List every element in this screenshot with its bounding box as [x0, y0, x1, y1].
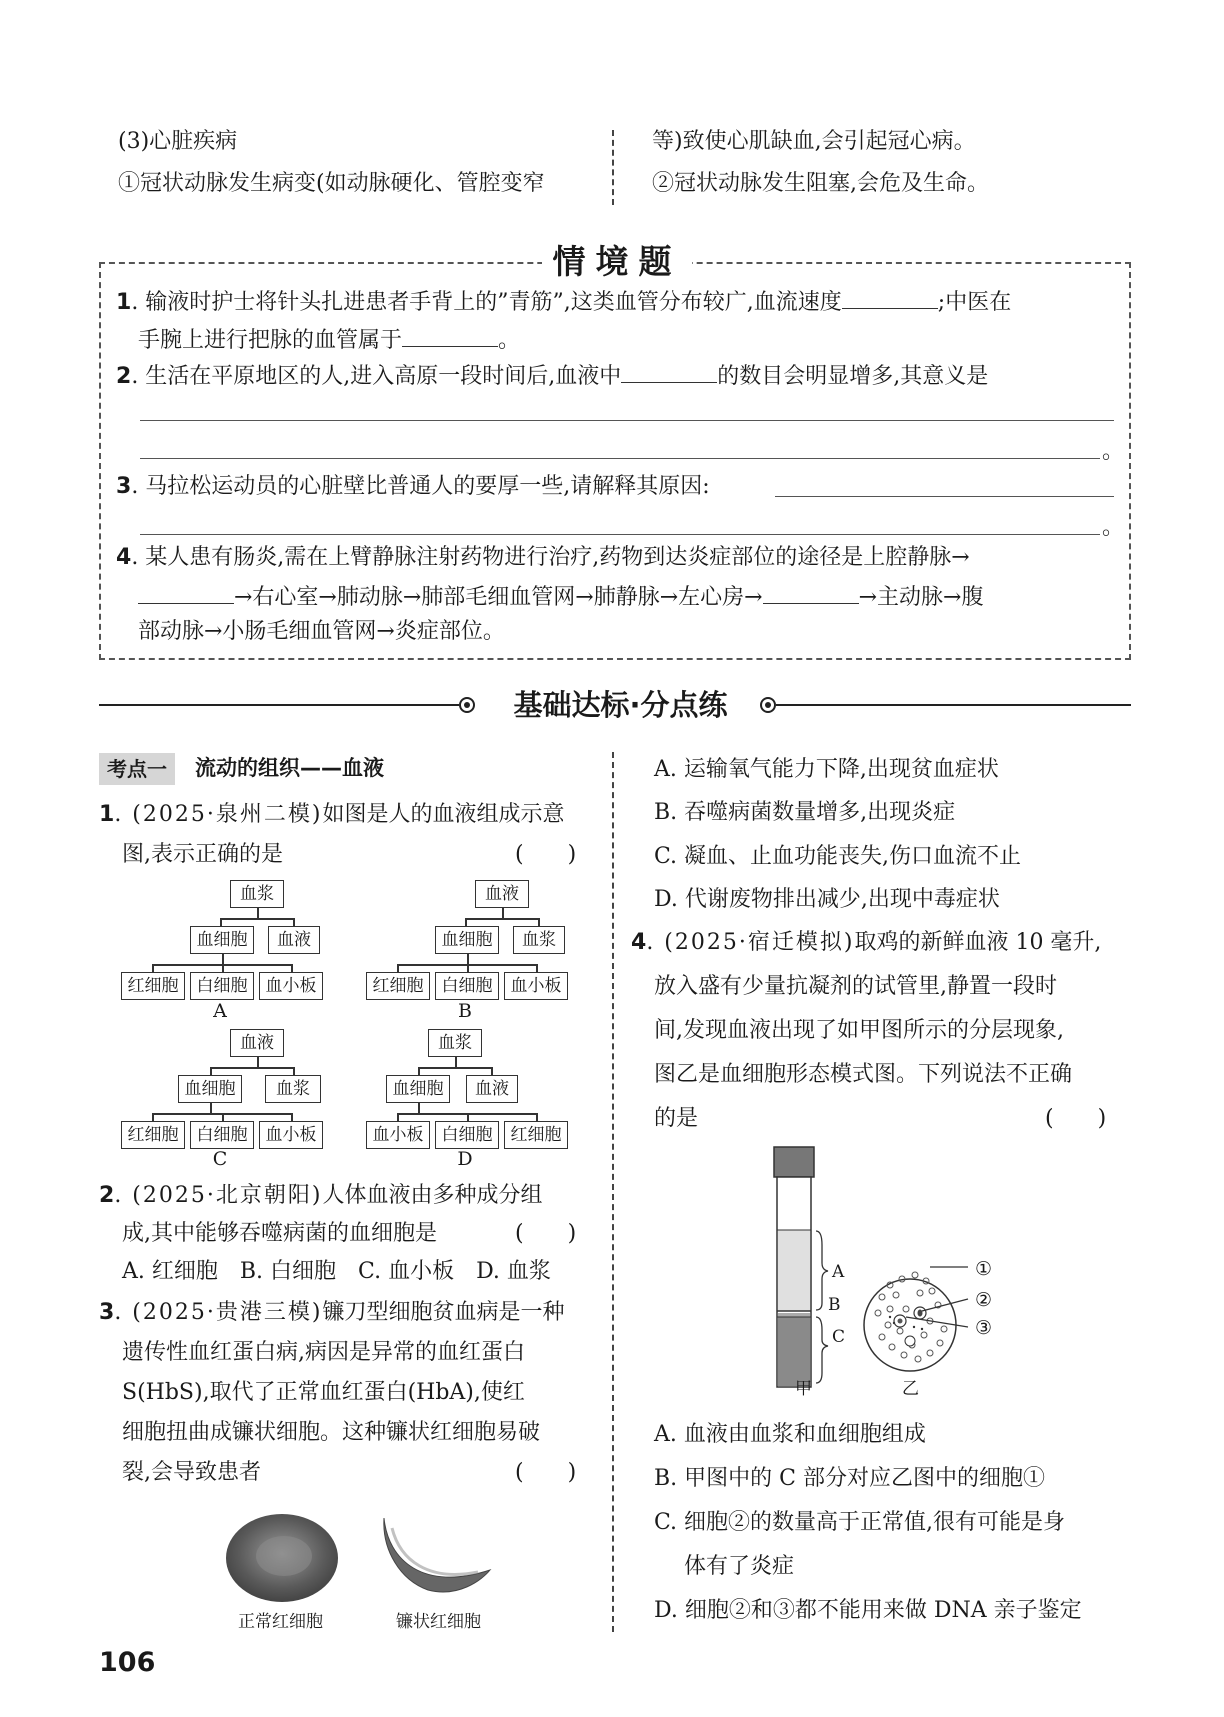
page-number: 106 [99, 1647, 156, 1678]
tree-leaf-node: 红细胞 [121, 1121, 185, 1149]
header-rule-left [99, 704, 459, 706]
option-label: A [213, 1000, 227, 1022]
answer-line[interactable] [140, 420, 1114, 421]
answer-blank[interactable] [763, 580, 859, 604]
period-mark: 。 [1102, 515, 1125, 540]
q1-line2: 图,表示正确的是 [122, 842, 283, 867]
situational-q4-line3: 部动脉→小肠毛细血管网→炎症部位。 [138, 619, 505, 644]
q4-line2: 放入盛有少量抗凝剂的试管里,静置一段时 [654, 974, 1057, 999]
kaodian-label: 考点一 [99, 753, 175, 785]
q3-option-b: B. 吞噬病菌数量增多,出现炎症 [654, 800, 956, 825]
q3-option-c: C. 凝血、止血功能丧失,伤口血流不止 [654, 844, 1022, 869]
situational-q2-line1: 2. 生活在平原地区的人,进入高原一段时间后,血液中 的数目会明显增多,其意义是 [116, 359, 988, 392]
answer-line[interactable] [775, 496, 1114, 497]
tree-leaf-node: 白细胞 [435, 972, 499, 1000]
q3-line1: 3. (2025·贵港三模)镰刀型细胞贫血病是一种 [99, 1300, 565, 1325]
situational-q4-line2: →右心室→肺动脉→肺部毛细血管网→肺静脉→左心房→ →主动脉→腹 [138, 580, 983, 613]
q4-option-c-cont: 体有了炎症 [684, 1554, 795, 1579]
cell-label-1: ① [975, 1258, 993, 1280]
tree-leaf-node: 血小板 [366, 1121, 430, 1149]
tree-mid-node: 血细胞 [190, 926, 254, 954]
basic-section-title: 基础达标·分点练 [513, 688, 728, 722]
q4-line4: 图乙是血细胞形态模式图。下列说法不正确 [654, 1062, 1073, 1087]
figure-jia-label: 甲 [795, 1379, 812, 1399]
q3-line4: 细胞扭曲成镰状细胞。这种镰状红细胞易破 [122, 1420, 541, 1445]
tree-root: 血液 [230, 1029, 284, 1057]
header-bullet-icon [459, 697, 475, 713]
answer-blank[interactable] [842, 285, 938, 309]
q1-line1: 1. (2025·泉州二模)如图是人的血液组成示意 [99, 802, 565, 827]
myocardial-ischemia-text: 等)致使心肌缺血,会引起冠心病。 [652, 129, 976, 154]
q2-line2: 成,其中能够吞噬病菌的血细胞是 [122, 1221, 437, 1246]
q4-line5: 的是 [654, 1106, 699, 1131]
q4-answer-paren[interactable]: ( ) [1045, 1106, 1107, 1131]
column-divider-top [612, 130, 614, 205]
answer-line[interactable] [140, 458, 1100, 459]
answer-blank[interactable] [402, 323, 498, 347]
q2-options: A. 红细胞 B. 白细胞 C. 血小板 D. 血浆 [122, 1259, 551, 1284]
header-rule-right [776, 704, 1131, 706]
tree-mid-node: 血细胞 [386, 1075, 450, 1103]
option-label: B [458, 1000, 472, 1022]
tree-root: 血浆 [230, 880, 284, 908]
tree-root: 血液 [475, 880, 529, 908]
blood-cell-diagram [860, 1265, 1020, 1375]
layer-label-c: C [832, 1327, 846, 1347]
q4-line1: 4. (2025·宿迁模拟)取鸡的新鲜血液 10 毫升, [631, 930, 1102, 955]
sickle-rbc-caption: 镰状红细胞 [396, 1612, 481, 1632]
header-bullet-icon [760, 697, 776, 713]
tree-leaf-node: 白细胞 [190, 972, 254, 1000]
layer-label-b: B [828, 1295, 841, 1315]
tree-leaf-node: 红细胞 [121, 972, 185, 1000]
period-mark: 。 [1102, 439, 1125, 464]
kaodian-title: 流动的组织——血液 [195, 756, 384, 780]
tree-mid-node: 血细胞 [435, 926, 499, 954]
answer-line[interactable] [140, 534, 1100, 535]
tree-leaf-node: 白细胞 [190, 1121, 254, 1149]
q4-option-b: B. 甲图中的 C 部分对应乙图中的细胞① [654, 1466, 1045, 1491]
q4-option-d: D. 细胞②和③都不能用来做 DNA 亲子鉴定 [654, 1598, 1082, 1623]
option-label: C [212, 1148, 228, 1170]
sickle-red-blood-cell-image [378, 1510, 498, 1605]
q3-option-a: A. 运输氧气能力下降,出现贫血症状 [654, 757, 999, 782]
layer-label-a: A [832, 1262, 845, 1282]
q2-line1: 2. (2025·北京朝阳)人体血液由多种成分组 [99, 1183, 543, 1208]
q3-answer-paren[interactable]: ( ) [515, 1460, 577, 1485]
q1-answer-paren[interactable]: ( ) [515, 842, 577, 867]
q3-line5: 裂,会导致患者 [122, 1460, 261, 1485]
q4-line3: 间,发现血液出现了如甲图所示的分层现象, [654, 1018, 1064, 1043]
normal-red-blood-cell-image [222, 1510, 342, 1605]
q3-line3: S(HbS),取代了正常血红蛋白(HbA),使红 [122, 1380, 525, 1405]
answer-blank[interactable] [621, 359, 717, 383]
q3-option-d: D. 代谢废物排出减少,出现中毒症状 [654, 887, 1000, 912]
figure-yi-label: 乙 [902, 1379, 919, 1399]
tree-leaf-node: 红细胞 [504, 1121, 568, 1149]
column-divider-bottom [612, 752, 614, 1632]
tree-root: 血浆 [428, 1029, 482, 1057]
tree-mid-node: 血浆 [513, 926, 565, 954]
coronary-blockage-text: ②冠状动脉发生阻塞,会危及生命。 [652, 171, 989, 196]
situational-q1-line2: 手腕上进行把脉的血管属于 。 [138, 323, 520, 356]
cell-label-3: ③ [975, 1317, 993, 1339]
option-label: D [457, 1148, 473, 1170]
tree-leaf-node: 红细胞 [366, 972, 430, 1000]
answer-blank[interactable] [138, 580, 234, 604]
cell-label-2: ② [975, 1289, 993, 1311]
tree-leaf-node: 白细胞 [435, 1121, 499, 1149]
situational-q3-line1: 3. 马拉松运动员的心脏壁比普通人的要厚一些,请解释其原因: [116, 474, 710, 499]
tree-mid-node: 血液 [268, 926, 320, 954]
tree-leaf-node: 血小板 [259, 1121, 323, 1149]
tree-mid-node: 血浆 [265, 1075, 321, 1103]
tree-mid-node: 血液 [466, 1075, 518, 1103]
normal-rbc-caption: 正常红细胞 [238, 1612, 323, 1632]
tree-leaf-node: 血小板 [504, 972, 568, 1000]
situational-q4-line1: 4. 某人患有肠炎,需在上臂静脉注射药物进行治疗,药物到达炎症部位的途径是上腔静脉→ [116, 545, 970, 570]
q4-option-a: A. 血液由血浆和血细胞组成 [654, 1422, 926, 1447]
q2-answer-paren[interactable]: ( ) [515, 1221, 577, 1246]
q3-line2: 遗传性血红蛋白病,病因是异常的血红蛋白 [122, 1340, 525, 1365]
tree-mid-node: 血细胞 [178, 1075, 242, 1103]
heart-disease-heading: (3)心脏疾病 [118, 129, 238, 154]
situational-q1-line1: 1. 输液时护士将针头扎进患者手背上的”青筋”,这类血管分布较广,血流速度 ;中医在 [116, 285, 1011, 318]
coronary-lesion-text: ①冠状动脉发生病变(如动脉硬化、管腔变窄 [118, 171, 545, 196]
tree-leaf-node: 血小板 [259, 972, 323, 1000]
situational-title: 情境题 [542, 236, 692, 288]
q4-option-c: C. 细胞②的数量高于正常值,很有可能是身 [654, 1510, 1066, 1535]
